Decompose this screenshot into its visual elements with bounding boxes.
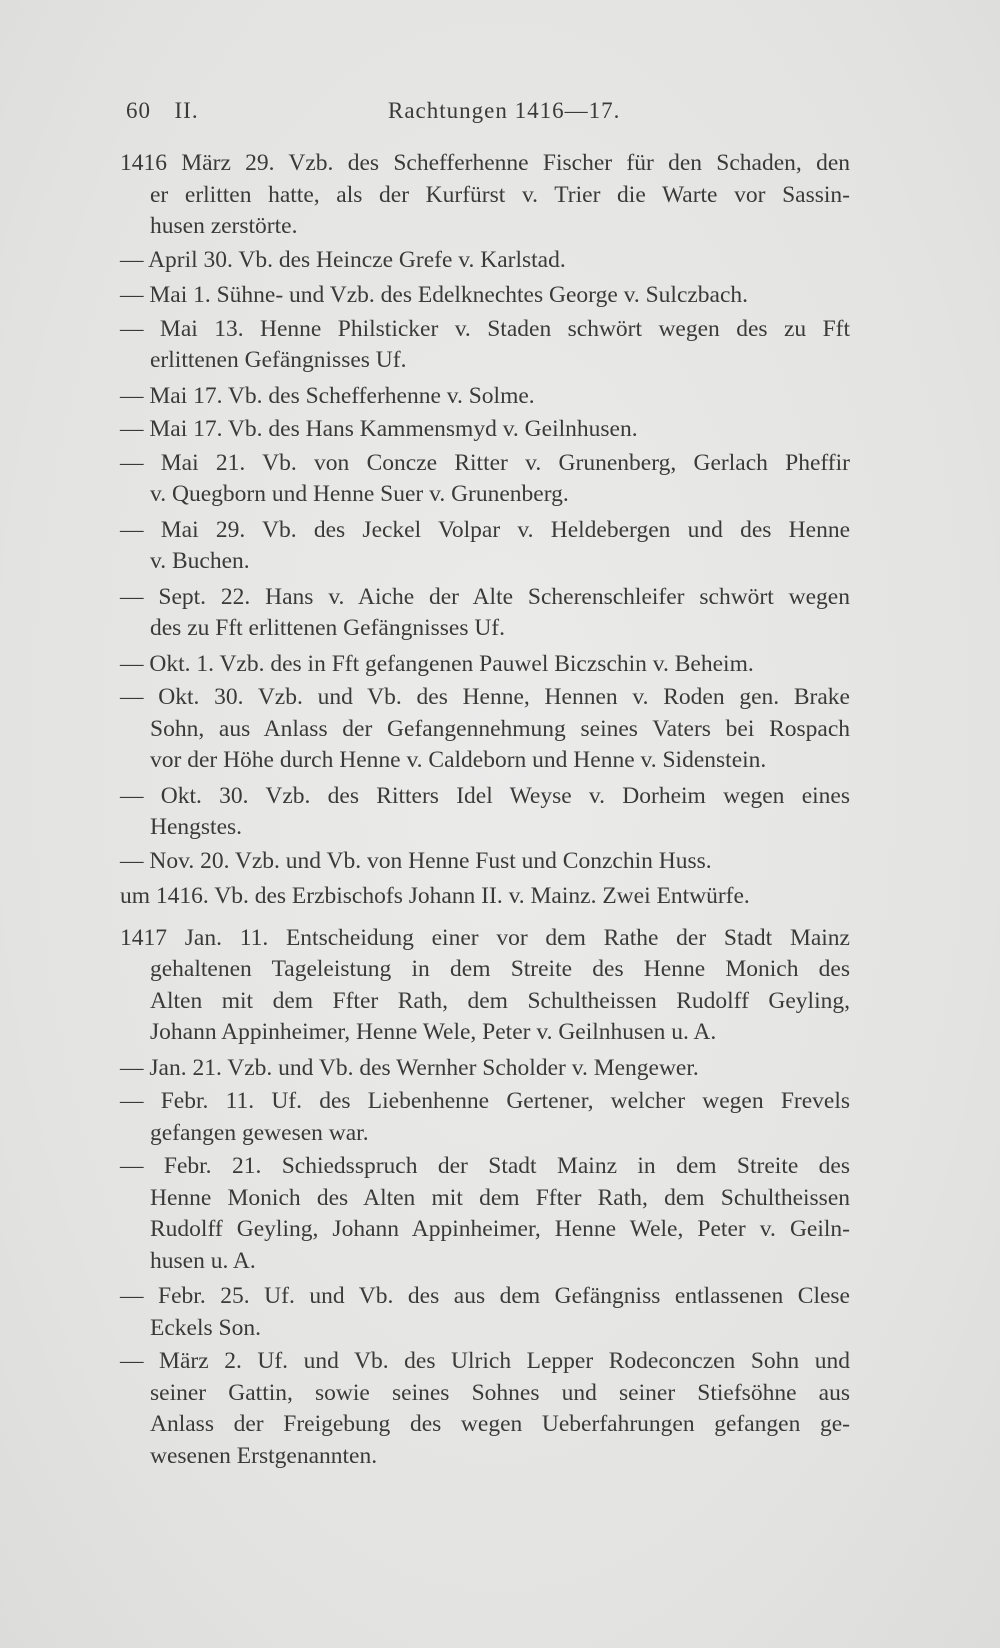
running-title: Rachtungen 1416—17. — [388, 98, 621, 123]
register-entry — [0, 649, 1000, 681]
entry-continuation-line: v. Quegborn und Henne Suer v. Grunenberg. — [150, 481, 569, 507]
register-entry — [0, 1086, 1000, 1149]
entry-continuation-line: Hengstes. — [150, 814, 243, 840]
page-number-section — [126, 98, 199, 124]
register-entry — [0, 1151, 1000, 1277]
entry-continuation-line: Alten mit dem Ffter Rath, dem Schultheissen Rudolff Geyling, — [150, 987, 850, 1014]
entry-continuation-line: seiner Gattin, sowie seines Sohnes und seiner Stiefsöhne aus — [150, 1379, 850, 1406]
register-entry — [0, 781, 1000, 844]
register-entry — [0, 414, 1000, 446]
entry-continuation-line: husen u. A. — [150, 1247, 256, 1274]
entry-first-line: — Nov. 20. Vzb. und Vb. von Henne Fust und Conzchin Huss. — [120, 847, 712, 874]
entry-first-line: — Mai 21. Vb. von Concze Ritter v. Grunenberg, Gerlach Pheffir — [120, 449, 850, 476]
entry-continuation-line: des zu Fft erlittenen Gefängnisses Uf. — [150, 615, 506, 641]
entry-first-line: — Febr. 11. Uf. des Liebenhenne Gertener, welcher wegen Frevels — [120, 1088, 850, 1114]
entry-first-line: — Okt. 30. Vzb. des Ritters Idel Weyse v. Dorheim wegen eines — [120, 782, 850, 809]
entry-first-line: — Sept. 22. Hans v. Aiche der Alte Scherenschleifer schwört wegen — [120, 583, 850, 610]
entry-continuation-line: gehaltenen Tageleistung in dem Streite des Henne Monich des — [150, 956, 850, 982]
entry-continuation-line: Sohn, aus Anlass der Gefangennehmung seines Vaters bei Rospach — [150, 715, 850, 742]
entry-continuation-line: Henne Monich des Alten mit dem Ffter Rath, dem Schultheissen — [150, 1184, 850, 1211]
entry-continuation-line: Anlass der Freigebung des wegen Ueberfahrungen gefangen ge- — [150, 1411, 850, 1437]
entry-continuation-line: vor der Höhe durch Henne v. Caldeborn und Henne v. Sidenstein. — [150, 747, 767, 773]
entry-first-line: — Mai 29. Vb. des Jeckel Volpar v. Heldebergen und des Henne — [120, 516, 850, 543]
entry-continuation-line: Johann Appinheimer, Henne Wele, Peter v. Geilnhusen u. A. — [150, 1019, 717, 1045]
register-entry — [0, 448, 1000, 511]
entry-first-line: — Mai 17. Vb. des Schefferhenne v. Solme. — [120, 382, 535, 409]
register-entry — [0, 245, 1000, 277]
entry-first-line: — Febr. 25. Uf. und Vb. des aus dem Gefängniss entlassenen Clese — [120, 1283, 850, 1309]
entry-continuation-line: v. Buchen. — [150, 548, 250, 574]
entry-first-line: — April 30. Vb. des Heincze Grefe v. Karlstad. — [120, 246, 566, 273]
entry-first-line: — Okt. 1. Vzb. des in Fft gefangenen Pauwel Biczschin v. Beheim. — [120, 650, 754, 677]
register-entry — [0, 923, 1000, 1049]
entry-first-line: um 1416. Vb. des Erzbischofs Johann II. v. Mainz. Zwei Entwürfe. — [120, 883, 750, 909]
entry-continuation-line: Eckels Son. — [150, 1314, 261, 1341]
entry-first-line: — Mai 1. Sühne- und Vzb. des Edelknechtes George v. Sulczbach. — [120, 282, 749, 308]
entry-continuation-line: Rudolff Geyling, Johann Appinheimer, Henne Wele, Peter v. Geiln- — [150, 1216, 850, 1242]
entry-continuation-line: er erlitten hatte, als der Kurfürst v. Trier die Warte vor Sassin- — [150, 181, 850, 208]
register-entry — [0, 148, 1000, 243]
entry-first-line: — Mai 17. Vb. des Hans Kammensmyd v. Geilnhusen. — [120, 416, 638, 442]
entry-first-line: — März 2. Uf. und Vb. des Ulrich Lepper Rodeconczen Sohn und — [120, 1348, 850, 1374]
running-header — [126, 98, 900, 132]
entry-continuation-line: erlittenen Gefängnisses Uf. — [150, 347, 407, 373]
entry-continuation-line: wesenen Erstgenannten. — [150, 1442, 378, 1469]
register-entry — [0, 314, 1000, 377]
entry-list — [0, 148, 1000, 1472]
entry-first-line: 1417 Jan. 11. Entscheidung einer vor dem Rathe der Stadt Mainz — [120, 924, 850, 951]
register-entry — [0, 682, 1000, 777]
entry-first-line: — Mai 13. Henne Philsticker v. Staden schwört wegen des zu Fft — [120, 315, 850, 342]
entry-first-line: — Okt. 30. Vzb. und Vb. des Henne, Hennen v. Roden gen. Brake — [120, 684, 850, 710]
entry-continuation-line: gefangen gewesen war. — [150, 1119, 369, 1146]
entry-first-line: 1416 März 29. Vzb. des Schefferhenne Fischer für den Schaden, den — [120, 150, 850, 176]
register-entry — [0, 846, 1000, 878]
entry-first-line: — Jan. 21. Vzb. und Vb. des Wernher Scholder v. Mengewer. — [120, 1054, 699, 1081]
register-entry — [0, 1053, 1000, 1085]
register-entry — [0, 515, 1000, 578]
register-entry — [0, 881, 1000, 913]
register-entry — [0, 381, 1000, 413]
entry-continuation-line: husen zerstörte. — [150, 213, 298, 239]
page-number: 60 — [126, 98, 151, 123]
entry-first-line: — Febr. 21. Schiedsspruch der Stadt Mainz in dem Streite des — [120, 1153, 850, 1179]
register-entry — [0, 1346, 1000, 1472]
register-entry — [0, 582, 1000, 645]
section-number: II. — [174, 98, 199, 123]
register-entry — [0, 280, 1000, 312]
register-entry — [0, 1281, 1000, 1344]
